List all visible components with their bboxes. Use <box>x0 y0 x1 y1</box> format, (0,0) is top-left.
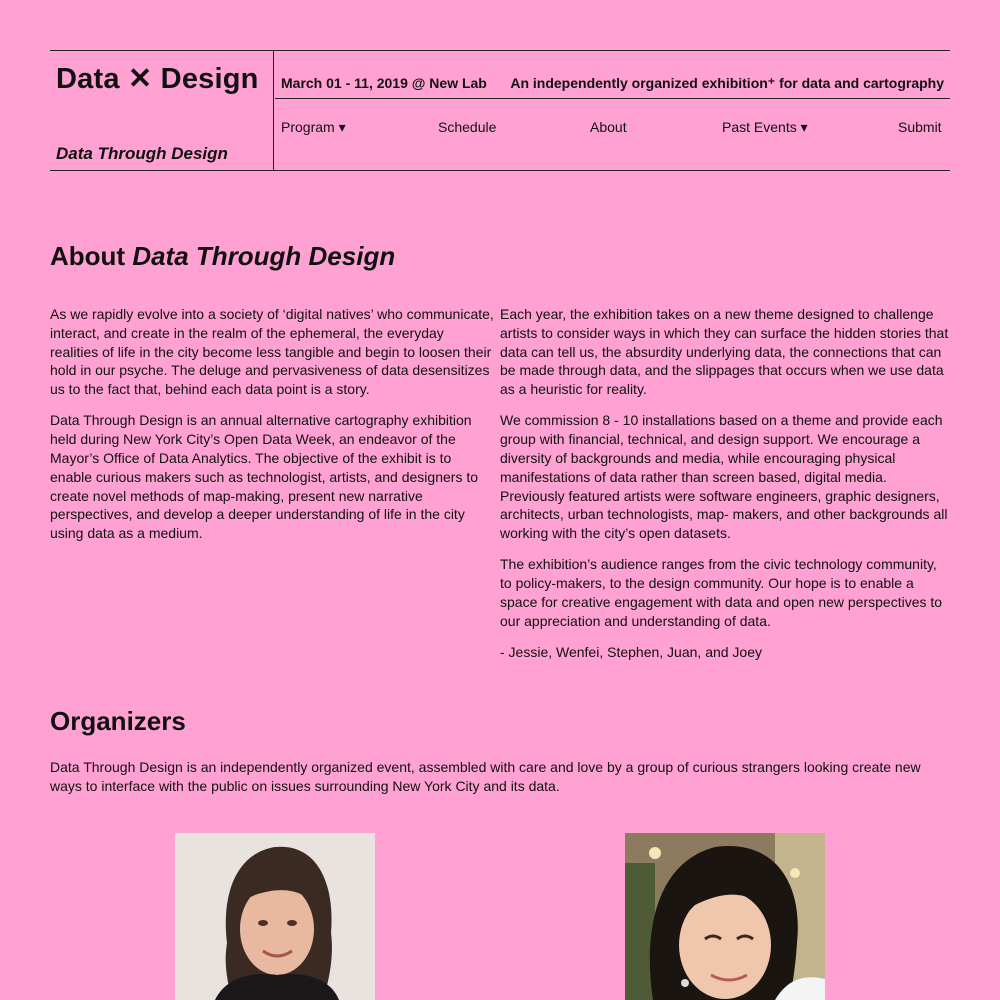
about-signature: - Jessie, Wenfei, Stephen, Juan, and Joey <box>500 643 763 660</box>
about-heading <box>50 241 395 272</box>
nav-submit[interactable]: Submit <box>898 119 942 135</box>
organizer-photo <box>625 833 825 1000</box>
organizers-heading: Organizers <box>50 706 186 736</box>
site-tagline: Data Through Design <box>56 144 228 163</box>
event-info-row <box>275 51 950 99</box>
nav-schedule[interactable]: Schedule <box>438 119 497 135</box>
site-header <box>50 50 950 171</box>
about-paragraph: Data Through Design is an annual alternative cartography exhibition held during New York City’s Open Data Week, an endeavor of the Mayor’s Office of Data Analytics. The objective of the exhibit is to enable curious makers such as technologist, artists, and designers to create novel methods of map-making, present new narrative perspectives, and develop a deeper understanding of life in the city using data as a medium. <box>50 412 479 542</box>
about-heading-plain: About <box>50 241 133 271</box>
about-heading-italic: Data Through Design <box>132 241 396 271</box>
site-logo[interactable]: Data ✕ Design <box>56 63 259 95</box>
nav-past-events-dropdown[interactable]: Past Events ▾ <box>722 119 808 135</box>
organizers-intro: Data Through Design is an independently organized event, assembled with care and love by a group of curious strangers looking create new ways to interface with the public on issues surrounding New York City and its data. <box>50 759 921 794</box>
about-paragraph: The exhibition’s audience ranges from the civic technology community, to policy-makers, to the design community. Our hope is to enable a space for creative engagement with data and open new perspectives to our appreciation and understanding of data. <box>500 556 943 629</box>
nav-about[interactable]: About <box>590 119 627 135</box>
about-column-right <box>500 305 952 674</box>
event-date: March 01 - 11, 2019 @ New Lab <box>281 75 487 91</box>
organizer-photo <box>175 833 375 1000</box>
about-paragraph: As we rapidly evolve into a society of ‘digital natives’ who communicate, interact, and create in the realm of the ephemeral, the everyday realities of life in the city become less tangible and begin to loosen their hold in our psyche. The deluge and pervasiveness of data desensitizes us to the fact that, behind each data point is a story. <box>50 306 494 398</box>
event-blurb: An independently organized exhibition⁺ for data and cartography <box>510 75 944 91</box>
brand-block <box>50 51 274 171</box>
about-column-left <box>50 305 494 555</box>
nav-program-dropdown[interactable]: Program ▾ <box>281 119 346 135</box>
about-paragraph: We commission 8 - 10 installations based on a theme and provide each group with financial, technical, and design support. We encourage a diversity of backgrounds and media, while encouraging physical manifestations of data rather than screen based, digital media. Previously featured artists were software engineers, graphic designers, architects, urban technologists, map- makers, and other backgrounds all working with the city’s open datasets. <box>500 412 948 542</box>
main-nav <box>275 99 950 171</box>
about-paragraph: Each year, the exhibition takes on a new theme designed to challenge artists to consider ways in which they can surface the hidden stories that data can tell us, the absurdity underlying data, the connections that can be made through data, and the slippages that occurs when we use data as a heuristic for reality. <box>500 306 949 398</box>
